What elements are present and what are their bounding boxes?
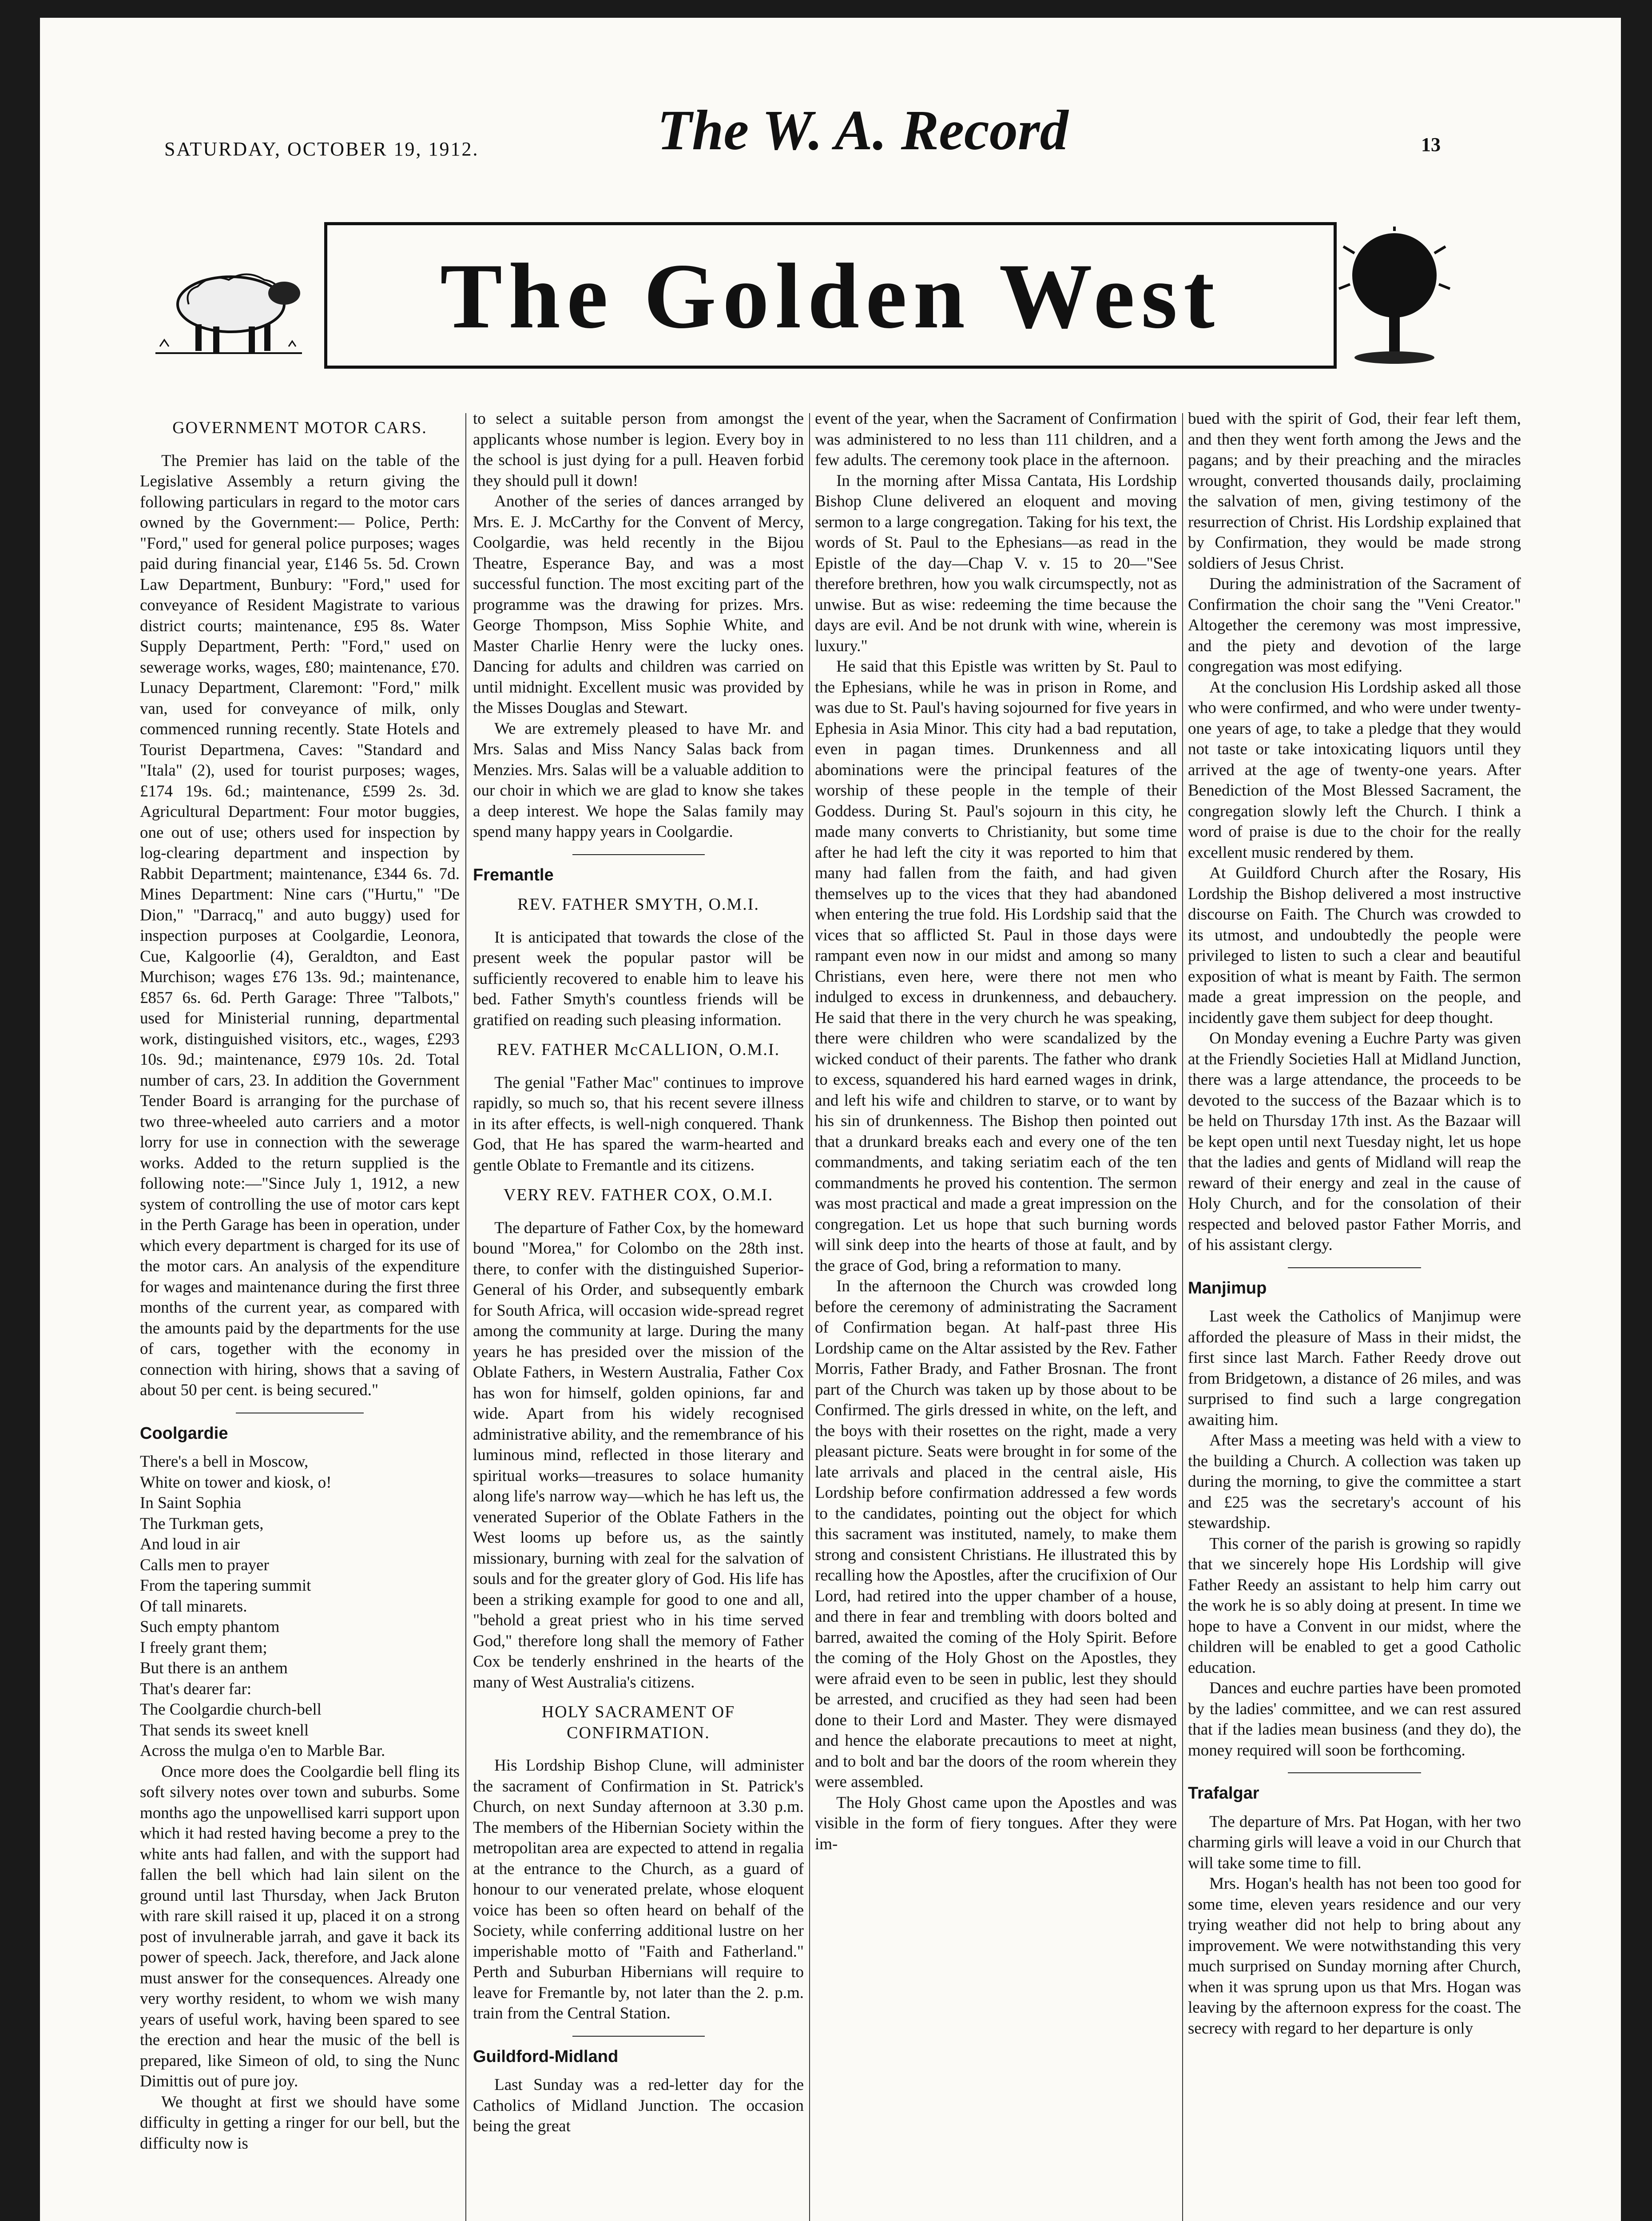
article-paragraph: bued with the spirit of God, their fear left them, and then they went forth among the Jews and the pagans; and by their preaching and the miracles wrought, converted thousands daily, proclaiming the salvation of men, giving testimony of the resurrection of Christ. His Lordship explained that by Confirmation, they would be made strong soldiers of Jesus Christ. (1188, 410, 1521, 573)
poem-line: Calls men to prayer (140, 1556, 269, 1574)
article-paragraph: The genial "Father Mac" continues to improve rapidly, so much so, that his recent severe illness in its after effects, is well-nigh conquered. Thank God, that He has spared the warm-hearted and gentle Oblate to Fremantle and its citizens. (473, 1073, 804, 1174)
article-paragraph: Mrs. Hogan's health has not been too good for some time, eleven years residence and our very trying weather did not help to bring about any improvement. We were notwithstanding this very much surprised on Sunday morning after Church, when it was sprung upon us that Mrs. Hogan was leaving by the afternoon express for the coast. The secrecy with regard to her departure is only (1188, 1875, 1521, 2038)
poem-line: From the tapering summit (140, 1576, 311, 1595)
poem-line: There's a bell in Moscow, (140, 1453, 309, 1471)
poem-line: That's dearer far: (140, 1680, 252, 1698)
section-heading: Guildford-Midland (473, 2047, 619, 2066)
sheep-illustration (147, 258, 311, 360)
column-rule-3 (1182, 413, 1183, 2221)
poem-line: The Turkman gets, (140, 1514, 264, 1533)
article-paragraph: He said that this Epistle was written by St. Paul to the Ephesians, while he was in prison in Rome, and was due to St. Paul's having sojourned for five years in Ephesia in Asia Minor. This city had a bad reputation, even in pagan times. Drunkenness and all abominations were the principal features of the worship of these people in the temple of their Goddess. During St. Paul's sojourn in this city, he made many converts to Christianity, but some time after he had left the city it was reported to him that many had fallen from the faith, and had given themselves up to the vices that they had abandoned when entering the true fold. His Lordship said that the vices that so afflicted St. Paul in those days were rampant even now in our midst and among so many Christians, even here, were there not men who indulged to excess in drunkenness, and debauchery. He said that there in the very church he was speaking, there were children who were scandalized by the wicked conduct of their parents. The father who drank to excess, squandered his hard earned wages in drink, and left his wife and children to starve, or to want by his sin of drunkenness. The Bishop then pointed out that a drunkard breaks each and every one of the ten commandments, and taking seriatim each of the ten commandments he proved his contention. The sermon was most practical and made a great impression on the congregation. Let us hope that such burning words will sink deep into the hearts of those at fault, and by the grace of God, bring a reformation to many. (815, 657, 1177, 1275)
article-paragraph: Once more does the Coolgardie bell fling its soft silvery notes over town and suburbs. Some months ago the unpowellised karri support upon which it had rested having become a prey to the white ants had fallen, and with the support had fallen the bell which had lain silent on the ground until last Thursday, when Jack Bruton with rare skill raised it up, placed it on a strong post of invulnerable jarrah, and gave it back its power of speech. Jack, therefore, and Jack alone must answer for the consequences. Already one very worthy resident, to whom we wish many years of useful work, having been spared to see the erection and hear the music of the bell is prepared, like Simeon of old, to sing the Nunc Dimittis out of pure joy. (140, 1762, 460, 2090)
article-heading: HOLY SACRAMENT OF CONFIRMATION. (541, 1703, 735, 1742)
poem (140, 1452, 460, 1762)
newspaper-page (40, 18, 1621, 2221)
article-paragraph: event of the year, when the Sacrament of Confirmation was administered to no less than 111 children, and a few adults. The ceremony took place in the afternoon. (815, 410, 1177, 469)
article-paragraph: We thought at first we should have some difficulty in getting a ringer for our bell, but the difficulty now is (140, 2093, 460, 2153)
article-paragraph: to select a suitable person from amongst the applicants whose number is legion. Every boy in the school is just dying for a pull. Heaven forbid they should pull it down! (473, 410, 804, 490)
column-rule-1 (465, 413, 466, 2221)
article-paragraph: In the afternoon the Church was crowded long before the ceremony of administrating the Sacrament of Confirmation began. At half-past three His Lordship came on the Altar assisted by the Rev. Father Morris, Father Brady, and Father Brosnan. The front part of the Church was taken up by those about to be Confirmed. The girls dressed in white, on the left, and the boys with their rosettes on the right, made a very pleasant picture. Seats were brought in for some of the late arrivals and placed in the central aisle, His Lordship before confirmation addressed a few words to the candidates, pointing out the object for which this sacrament was instituted, namely, to make them strong and consistent Christians. He illustrated this by recalling how the Apostles, after the crucifixion of Our Lord, had retired into the upper chamber of a house, and there in fear and trembling with doors bolted and barred, awaited the coming of the Holy Spirit. Before the coming of the Holy Ghost on the Apostles, they were afraid even to be seen in public, lest they should be arrested, and crucified as they had seen had been done to their Lord and Master. They were dismayed and hence the elaborate precautions to meet at night, and to bolt and bar the doors of the room wherein they were assembled. (815, 1277, 1177, 1791)
column-3 (815, 409, 1177, 2221)
article-paragraph: We are extremely pleased to have Mr. and Mrs. Salas and Miss Nancy Salas back from Menzies. Mrs. Salas will be a valuable addition to our choir in which we are glad to know she takes a deep interest. We hope the Salas family may spend many happy years in Coolgardie. (473, 719, 804, 841)
article-paragraph: Last week the Catholics of Manjimup were afforded the pleasure of Mass in their midst, the first since last March. Father Reedy drove out from Bridgetown, a distance of 26 miles, and was surprised to find such a large congregation awaiting him. (1188, 1307, 1521, 1429)
banner-title: The Golden West (440, 245, 1221, 348)
poem-line: But there is an anthem (140, 1659, 288, 1677)
poem-line: And loud in air (140, 1535, 240, 1553)
article-heading: GOVERNMENT MOTOR CARS. (172, 418, 427, 437)
article-paragraph: The Holy Ghost came upon the Apostles and was visible in the form of fiery tongues. After they were im- (815, 1793, 1177, 1853)
article-paragraph: Another of the series of dances arranged by Mrs. E. J. McCarthy for the Convent of Mercy, Coolgardie, was held recently in the Bijou Theatre, Esperance Bay, and was a most successful function. The most exciting part of the programme was the drawing for prizes. Mrs. George Thompson, Miss Sophie White, and Master Charlie Henry were the lucky ones. Dancing for adults and children was carried on until midnight. Excellent music was provided by the Misses Douglas and Stewart. (473, 492, 804, 717)
article-paragraph: This corner of the parish is growing so rapidly that we sincerely hope His Lordship will give Father Reedy an assistant to help him carry out the work he is so ably doing at present. In time we hope to have a Convent in our midst, where the children will be enabled to get a good Catholic education. (1188, 1534, 1521, 1677)
poem-line: Such empty phantom (140, 1618, 280, 1636)
poem-line: In Saint Sophia (140, 1494, 242, 1512)
poem-line: That sends its sweet knell (140, 1721, 309, 1739)
page-number: 13 (1421, 134, 1441, 155)
article-paragraph: Dances and euchre parties have been promoted by the ladies' committee, and we can rest assured that if the ladies mean business (and they do), the money required will soon be forthcoming. (1188, 1679, 1521, 1759)
banner-box (324, 222, 1337, 369)
tree-illustration (1328, 227, 1461, 369)
divider (572, 2036, 705, 2037)
divider (1288, 1267, 1421, 1268)
section-heading: Manjimup (1188, 1278, 1267, 1298)
article-paragraph: The departure of Father Cox, by the homeward bound "Morea," for Colombo on the 28th inst. there, to confer with the distinguished Superior-General of his Order, and subsequently embark for South Africa, will occasion wide-spread regret among the community at large. During the many years he has presided over the mission of the Oblate Fathers, in Western Australia, Father Cox has won for himself, golden opinions, far and wide. Apart from his widely recognised administrative ability, and the remembrance of his luminous mind, reflected in those literary and spiritual works—treasures to solace humanity along life's narrow way—which he has left us, the venerated Superior of the Oblate Fathers in the West looms up before us, as the saintly missionary, burning with zeal for the salvation of souls and for the greater glory of God. His life has been a striking example for good to one and all, "behold a great priest who in his time served God," therefore long shall the memory of Father Cox be tenderly enshrined in the hearts of the many of West Australia's citizens. (473, 1218, 804, 1692)
article-paragraph: After Mass a meeting was held with a view to the building a Church. A collection was taken up during the morning, to give the committee a start and £25 was the secretary's account of his stewardship. (1188, 1431, 1521, 1532)
column-4 (1188, 409, 1521, 2221)
article-paragraph: On Monday evening a Euchre Party was given at the Friendly Societies Hall at Midland Junction, there was a large attendance, the proceeds to be devoted to the success of the Bazaar which is to be held on Thursday 17th inst. As the Bazaar will be kept open until next Tuesday night, let us hope that the ladies and gents of Midland will reap the reward of their energy and zeal in the cause of Holy Church, and for the consolation of their respected and beloved pastor Father Morris, and of his assistant clergy. (1188, 1029, 1521, 1254)
article-paragraph: The departure of Mrs. Pat Hogan, with her two charming girls will leave a void in our Church that will take some time to fill. (1188, 1812, 1521, 1872)
section-heading: Fremantle (473, 865, 554, 884)
column-rule-2 (809, 413, 810, 2221)
column-2 (473, 409, 804, 2221)
poem-line: Across the mulga o'en to Marble Bar. (140, 1742, 385, 1760)
poem-line: I freely grant them; (140, 1638, 267, 1657)
section-heading: Coolgardie (140, 1424, 228, 1443)
article-paragraph: During the administration of the Sacrament of Confirmation the choir sang the "Veni Creator." Altogether the ceremony was most impressive, and the piety and devotion of the large congregation was most edifying. (1188, 575, 1521, 676)
article-paragraph: It is anticipated that towards the close of the present week the popular pastor will be sufficiently recovered to enable him to leave his bed. Father Smyth's countless friends will be gratified on reading such pleasing information. (473, 928, 804, 1029)
article-paragraph: At the conclusion His Lordship asked all those who were confirmed, and who were under twenty-one years of age, to take a pledge that they would not taste or take intoxicating liquors until they arrived at the age of twenty-one years. After Benediction of the Most Blessed Sacrament, the congregation slowly left the Church. I think a word of praise is due to the choir for the really excellent music rendered by them. (1188, 678, 1521, 862)
divider (1288, 1772, 1421, 1773)
poem-line: White on tower and kiosk, o! (140, 1473, 332, 1492)
column-1 (140, 409, 460, 2221)
article-heading: REV. FATHER SMYTH, O.M.I. (517, 895, 759, 914)
masthead: The W. A. Record (657, 99, 1068, 162)
article-paragraph: At Guildford Church after the Rosary, His Lordship the Bishop delivered a most instructive discourse on Faith. The Church was crowded to its utmost, and undoubtedly the people were privileged to listen to such a clear and beautiful exposition of what is meant by Faith. The sermon made a great impression on the people, and incidently gave them subject for deep thought. (1188, 864, 1521, 1027)
date-line: SATURDAY, OCTOBER 19, 1912. (164, 138, 479, 160)
article-heading: REV. FATHER McCALLION, O.M.I. (496, 1040, 780, 1059)
article-paragraph: Last Sunday was a red-letter day for the Catholics of Midland Junction. The occasion being the great (473, 2076, 804, 2135)
poem-line: Of tall minarets. (140, 1597, 247, 1616)
divider (572, 854, 705, 855)
article-paragraph: The Premier has laid on the table of the Legislative Assembly a return giving the following particulars in regard to the motor cars owned by the Government:— Police, Perth: "Ford," used for general police purposes; wages paid during financial year, £146 5s. 5d. Crown Law Department, Bunbury: "Ford," used for conveyance of Resident Magistrate to various district courts; maintenance, £95 8s. Water Supply Department, Perth: "Ford," used on sewerage works, wages, £80; maintenance, £70. Lunacy Department, Claremont: "Ford," milk van, used for conveyance of milk, only commenced running recently. State Hotels and Tourist Departmena, Caves: "Standard and "Itala" (2), used for tourist purposes; wages, £174 19s. 6d.; maintenance, £599 2s. 3d. Agricultural Department: Four motor buggies, one out of use; others used for inspection by log-clearing department and inspection by Rabbit Department; maintenance, £344 6s. 7d. Mines Department: Nine cars ("Hurtu," "De Dion," "Darracq," and auto buggy) used for inspection purposes at Coolgardie, Leonora, Cue, Kalgoorlie (4), Geraldton, and East Murchison; wages £76 13s. 9d.; maintenance, £857 6s. 6d. Perth Garage: Three "Talbots," used for Ministerial running, departmental work, distinguished visitors, etc., wages, £293 10s. 9d.; maintenance, £979 10s. 2d. Total number of cars, 23. In addition the Government Tender Board is arranging for the purchase of two three-wheeled auto carriers and a motor lorry for use in connection with the sewerage works. Added to the return supplied is the following note:—"Since July 1, 1912, a new system of controlling the use of motor cars kept in the Perth Garage has been in operation, under which every department is charged for its use of the motor cars. An analysis of the expenditure for wages and maintenance during the first three months of the current year, as compared with the amounts paid by the departments for the use of cars, together with the economy in connection with hiring, shows that a saving of about 50 per cent. is being secured." (140, 451, 460, 1399)
poem-line: The Coolgardie church-bell (140, 1700, 322, 1719)
article-heading: VERY REV. FATHER COX, O.M.I. (503, 1186, 774, 1204)
article-paragraph: His Lordship Bishop Clune, will administer the sacrament of Confirmation in St. Patrick's Church, on next Sunday afternoon at 3.30 p.m. The members of the Hibernian Society within the metropolitan area are expected to attend in regalia at the entrance to the Church, as a guard of honour to our venerated prelate, whose eloquent voice has been so often heard on behalf of the Society, while conferring additional lustre on her imperishable motto of "Faith and Fatherland." Perth and Suburban Hibernians will require to leave for Fremantle by, not later than the 2. p.m. train from the Central Station. (473, 1756, 804, 2022)
article-paragraph: In the morning after Missa Cantata, His Lordship Bishop Clune delivered an eloquent and moving sermon to a large congregation. Taking for his text, the words of St. Paul to the Ephesians—as read in the Epistle of the day—Chap V. v. 15 to 20—"See therefore brethren, how you walk circumspectly, not as unwise. But as wise: redeeming the time because the days are evil. And be not drunk with wine, wherein is luxury." (815, 471, 1177, 655)
section-heading: Trafalgar (1188, 1784, 1259, 1803)
